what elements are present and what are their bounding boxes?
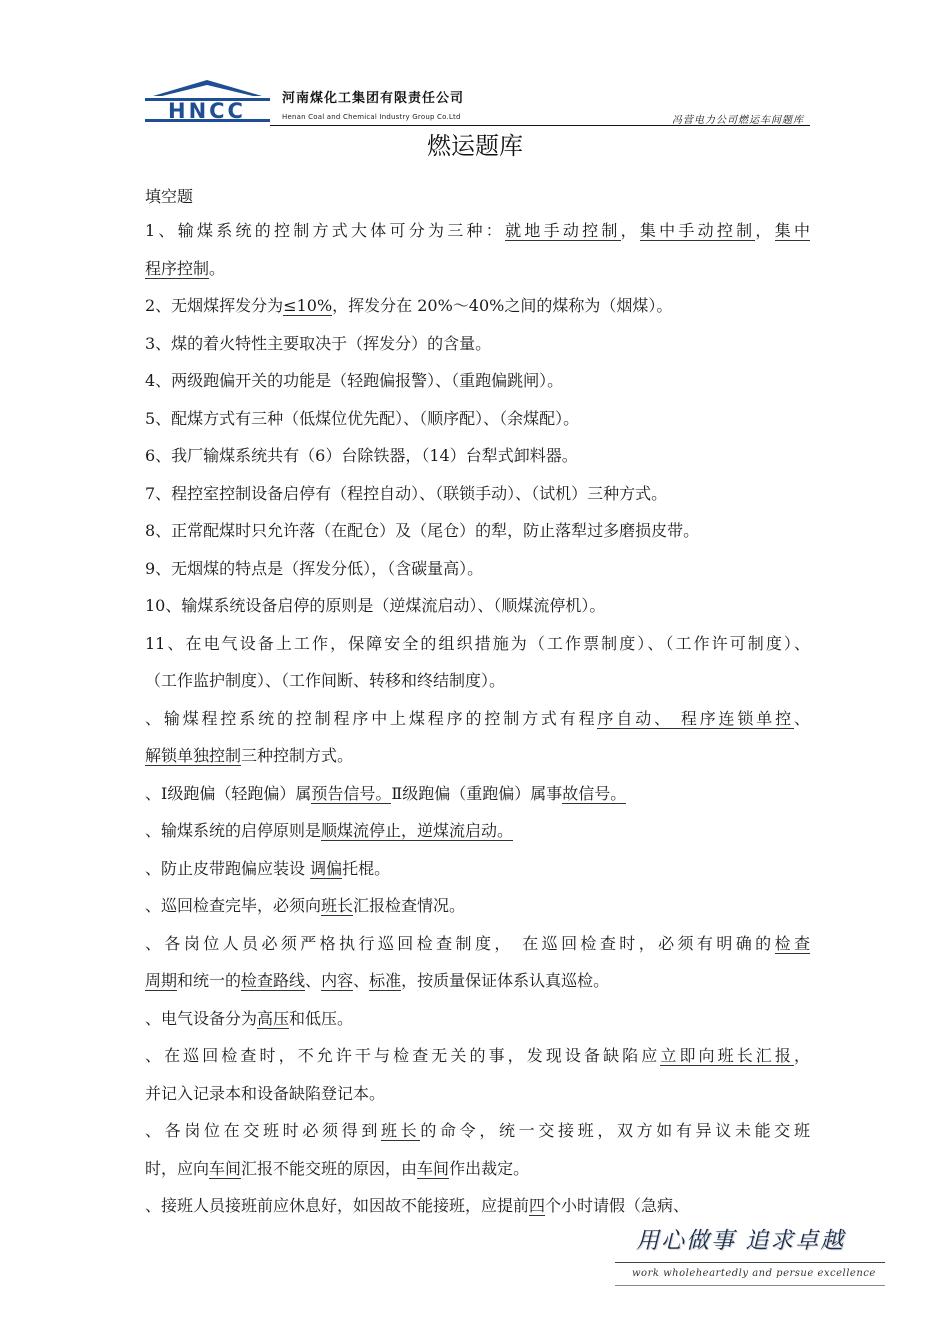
answer-text: 班长 xyxy=(321,896,354,915)
question-text: 汇报检查情况。 xyxy=(353,896,466,915)
footer-slogan-en: work wholeheartedly and persue excellence xyxy=(632,1268,876,1279)
question-text: 2、无烟煤挥发分为 xyxy=(145,296,284,315)
question-text: ，挥发分在 20%～40%之间的煤称为（烟煤）。 xyxy=(332,296,673,315)
question-text: 、Ⅰ级跑偏（轻跑偏）属 xyxy=(145,783,312,803)
question-line xyxy=(145,962,810,1000)
question-text: 、输煤程控系统的控制程序中上煤程序的控制方式有程 xyxy=(145,708,598,728)
question-line xyxy=(145,850,810,888)
header-question-bank-label: 冯营电力公司燃运车间题库 xyxy=(672,115,804,126)
question-text: 、电气设备分为 xyxy=(145,1008,258,1028)
question-line xyxy=(145,737,810,775)
question-text: 11、在电气设备上工作，保障安全的组织措施为（工作票制度）、（工作许可制度）、 xyxy=(145,633,810,653)
question-text: 6、我厂输煤系统共有（6）台除铁器，（14）台犁式卸料器。 xyxy=(145,446,578,465)
question-line xyxy=(145,550,810,588)
question-text: 、接班人员接班前应休息好，如因故不能接班，应提前 xyxy=(145,1196,530,1215)
question-line xyxy=(145,812,810,850)
question-text: 和低压。 xyxy=(289,1008,354,1028)
question-text: ， xyxy=(620,221,640,240)
answer-text: 高压 xyxy=(257,1008,290,1028)
question-line xyxy=(145,775,810,813)
question-text: 8、正常配煤时只允许落（在配仓）及（尾仓）的犁，防止落犁过多磨损皮带。 xyxy=(145,521,700,540)
question-text: 和统一的 xyxy=(177,971,242,990)
answer-text: 集中手动控制 xyxy=(639,221,756,240)
question-text: 10、输煤系统设备启停的原则是（逆煤流启动）、（顺煤流停机）。 xyxy=(145,596,606,615)
company-name-en: Henan Coal and Chemical Industry Group Co.Ltd xyxy=(282,113,461,121)
question-text: 1、输煤系统的控制方式大体可分为三种： xyxy=(145,221,506,240)
question-text: 、 xyxy=(305,971,322,990)
question-item-q3 xyxy=(145,325,810,363)
question-item-q21 xyxy=(145,1187,810,1225)
question-item-q4 xyxy=(145,362,810,400)
question-item-q9 xyxy=(145,550,810,588)
question-text: 个小时请假（急病、 xyxy=(545,1196,690,1215)
question-line xyxy=(145,437,810,475)
question-item-q18 xyxy=(145,1000,810,1038)
answer-text: 车间 xyxy=(209,1158,242,1178)
question-item-q10 xyxy=(145,587,810,625)
question-line xyxy=(145,475,810,513)
question-text: 3、煤的着火特性主要取决于（挥发分）的含量。 xyxy=(145,333,492,353)
question-text: ， xyxy=(793,1046,810,1065)
logo-text: HNCC xyxy=(168,99,246,123)
question-text: ，按质量保证体系认真巡检。 xyxy=(401,971,610,990)
question-item-q20 xyxy=(145,1112,810,1187)
footer-divider-lower xyxy=(615,1285,885,1286)
question-line xyxy=(145,512,810,550)
question-text: 作出裁定。 xyxy=(449,1158,530,1178)
question-line xyxy=(145,887,810,925)
question-text: 。 xyxy=(209,258,226,278)
answer-text: 集中 xyxy=(774,221,810,240)
question-item-q5 xyxy=(145,400,810,438)
question-text: 时，应向 xyxy=(145,1158,210,1178)
answer-text: 程序控制 xyxy=(145,258,210,278)
question-line xyxy=(145,250,810,288)
question-text: 、防止皮带跑偏应装设 xyxy=(145,858,311,878)
question-line xyxy=(145,400,810,438)
question-line xyxy=(145,700,810,738)
answer-text: 检查 xyxy=(774,933,810,953)
question-text: 、 xyxy=(353,971,370,990)
question-line xyxy=(145,1075,810,1113)
answer-text: 顺煤流停止，逆煤流启动。 xyxy=(321,821,514,840)
question-item-q19 xyxy=(145,1037,810,1112)
question-text: 9、无烟煤的特点是（挥发分低），（含碳量高）。 xyxy=(145,558,484,578)
footer-slogan: 用心做事 追求卓越 xyxy=(636,1228,846,1254)
question-text: 三种控制方式。 xyxy=(241,746,354,765)
question-line xyxy=(145,1112,810,1150)
question-text: ， xyxy=(755,221,775,240)
question-item-q16 xyxy=(145,887,810,925)
question-item-q2 xyxy=(145,287,810,325)
answer-text: 解锁单独控制 xyxy=(145,746,242,765)
question-text: 7、程控室控制设备启停有（程控自动）、（联锁手动）、（试机）三种方式。 xyxy=(145,483,668,503)
question-line xyxy=(145,925,810,963)
answer-text: 检查路线 xyxy=(241,971,306,990)
question-item-q1 xyxy=(145,212,810,287)
answer-text: 车间 xyxy=(417,1158,450,1178)
question-line xyxy=(145,325,810,363)
question-text: 汇报不能交班的原因，由 xyxy=(241,1158,418,1178)
question-line xyxy=(145,1187,810,1225)
question-line xyxy=(145,212,810,250)
question-line xyxy=(145,1150,810,1188)
question-text: 、巡回检查完毕，必须向 xyxy=(145,896,322,915)
question-item-q11 xyxy=(145,625,810,700)
answer-text: 标准 xyxy=(369,971,402,990)
question-list xyxy=(145,212,810,1225)
question-item-q7 xyxy=(145,475,810,513)
question-text: 、 xyxy=(793,708,810,728)
question-item-q14 xyxy=(145,812,810,850)
question-line xyxy=(145,1037,810,1075)
answer-text: 调偏 xyxy=(310,858,343,878)
answer-text: 程序连锁单控 xyxy=(680,708,794,728)
answer-text: ≤10% xyxy=(283,296,333,315)
question-text: 并记入记录本和设备缺陷登记本。 xyxy=(145,1083,386,1103)
question-item-q17 xyxy=(145,925,810,1000)
answer-text: 四 xyxy=(529,1196,546,1215)
question-item-q8 xyxy=(145,512,810,550)
footer-divider xyxy=(615,1262,885,1263)
question-text: 的命令，统一交接班，双方如有异议未能交班 xyxy=(420,1121,810,1140)
question-line xyxy=(145,662,810,700)
answer-text: 内容 xyxy=(321,971,354,990)
question-text: 托棍。 xyxy=(342,858,391,878)
section-heading: 填空题 xyxy=(145,187,194,206)
company-name-cn: 河南煤化工集团有限责任公司 xyxy=(282,91,465,106)
answer-text: 立即向班长汇报 xyxy=(660,1046,794,1065)
question-item-q13 xyxy=(145,775,810,813)
document-title: 燃运题库 xyxy=(427,132,523,160)
question-text: （工作监护制度）、（工作间断、转移和终结制度）。 xyxy=(145,671,506,690)
question-item-q12 xyxy=(145,700,810,775)
answer-text: 班长 xyxy=(380,1121,421,1140)
question-text: 4、两级跑偏开关的功能是（轻跑偏报警）、（重跑偏跳闸）。 xyxy=(145,371,564,390)
question-text: Ⅱ级跑偏（重跑偏）属事 xyxy=(391,783,563,803)
question-line xyxy=(145,587,810,625)
page-header xyxy=(145,78,810,130)
question-item-q15 xyxy=(145,850,810,888)
question-text: 5、配煤方式有三种（低煤位优先配）、（顺序配）、（余煤配）。 xyxy=(145,408,580,428)
answer-text: 序自动、 xyxy=(597,708,681,728)
answer-text: 就地手动控制 xyxy=(505,221,621,240)
question-line xyxy=(145,362,810,400)
question-text: 、输煤系统的启停原则是 xyxy=(145,821,322,840)
question-line xyxy=(145,287,810,325)
answer-text: 故信号。 xyxy=(562,783,627,803)
question-text: 、各岗位人员必须严格执行巡回检查制度， 在巡回检查时，必须有明确的 xyxy=(145,933,775,953)
question-item-q6 xyxy=(145,437,810,475)
question-line xyxy=(145,625,810,663)
answer-text: 周期 xyxy=(145,971,178,990)
question-text: 、在巡回检查时，不允许干与检查无关的事，发现设备缺陷应 xyxy=(145,1046,661,1065)
hncc-logo xyxy=(145,78,270,126)
question-line xyxy=(145,1000,810,1038)
answer-text: 预告信号。 xyxy=(311,783,392,803)
question-text: 、各岗位在交班时必须得到 xyxy=(145,1121,381,1140)
